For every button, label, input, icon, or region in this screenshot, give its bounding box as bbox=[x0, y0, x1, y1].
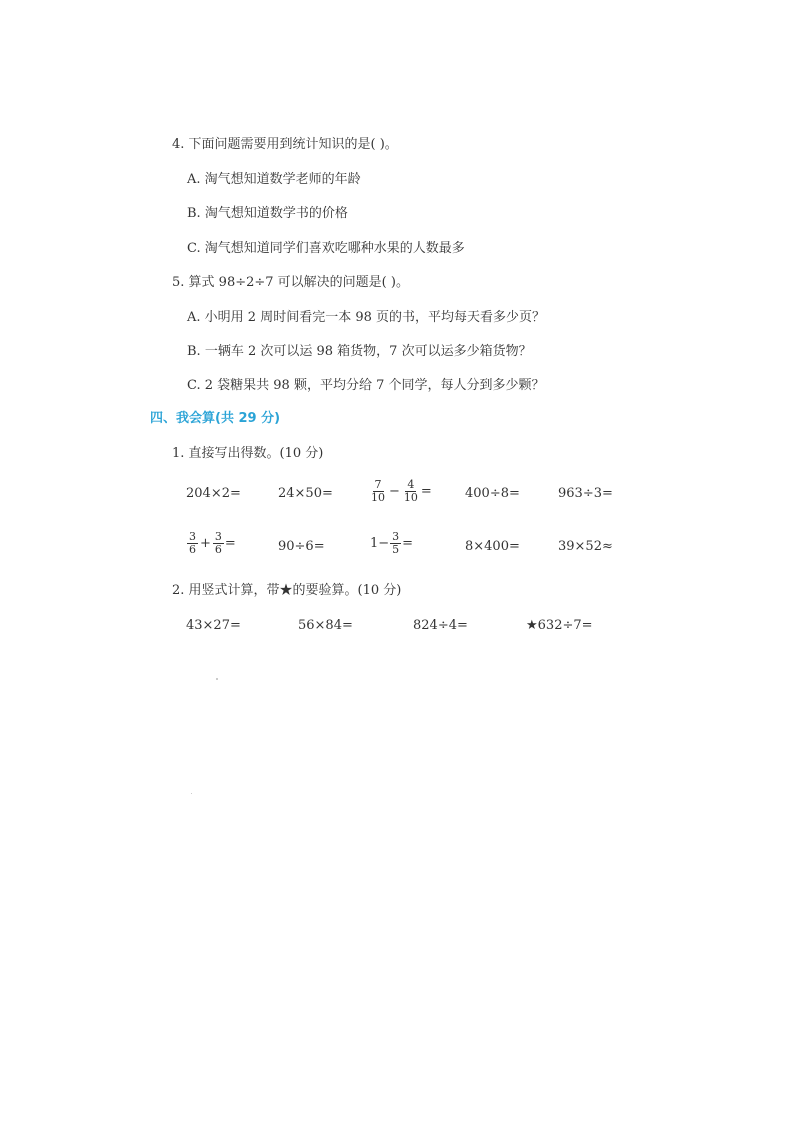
scan-speck bbox=[191, 793, 192, 794]
fraction-numerator: 7 bbox=[374, 478, 382, 491]
calc-39x52-estimate: 39×52≈ bbox=[558, 539, 613, 554]
calc-24x50: 24×50= bbox=[278, 486, 333, 501]
calc-fraction-subtraction bbox=[368, 479, 432, 504]
expression-lead: 1− bbox=[370, 536, 390, 551]
minus-operator: − bbox=[389, 484, 400, 499]
section-4-title: 四、我会算(共 29 分) bbox=[150, 411, 281, 426]
fraction bbox=[390, 531, 401, 556]
equals-sign: = bbox=[402, 536, 414, 551]
fraction-denominator: 10 bbox=[371, 491, 385, 504]
fraction-denominator: 6 bbox=[189, 543, 196, 556]
calc-8x400: 8×400= bbox=[465, 539, 520, 554]
calc-963div3: 963÷3= bbox=[558, 486, 613, 501]
fraction-denominator: 10 bbox=[403, 491, 418, 504]
part-1-title: 1. 直接写出得数。(10 分) bbox=[172, 446, 324, 461]
fraction-denominator: 5 bbox=[392, 543, 400, 556]
calc-204x2: 204×2= bbox=[186, 486, 241, 501]
plus-operator: + bbox=[200, 536, 211, 551]
fraction bbox=[402, 479, 420, 504]
equals-sign: = bbox=[224, 536, 236, 551]
fraction bbox=[213, 531, 224, 556]
fraction-numerator: 3 bbox=[189, 530, 196, 543]
question-5-option-a: A. 小明用 2 周时间看完一本 98 页的书，平均每天看多少页？ bbox=[187, 310, 545, 325]
vertical-calc-824div4: 824÷4= bbox=[413, 618, 468, 633]
question-5-option-b: B. 一辆车 2 次可以运 98 箱货物，7 次可以运多少箱货物？ bbox=[187, 344, 532, 359]
calc-400div8: 400÷8= bbox=[465, 486, 520, 501]
question-4-option-c: C. 淘气想知道同学们喜欢吃哪种水果的人数最多 bbox=[187, 241, 465, 256]
question-4-option-b: B. 淘气想知道数学书的价格 bbox=[187, 206, 348, 221]
vertical-calc-632div7-verify: ★632÷7= bbox=[526, 618, 593, 633]
vertical-calc-56x84: 56×84= bbox=[298, 618, 353, 633]
calc-90div6: 90÷6= bbox=[278, 539, 325, 554]
fraction-numerator: 3 bbox=[214, 530, 222, 543]
fraction bbox=[369, 479, 387, 504]
question-4-stem: 4. 下面问题需要用到统计知识的是( )。 bbox=[172, 137, 398, 152]
equals-sign: = bbox=[420, 484, 432, 499]
vertical-calc-43x27: 43×27= bbox=[186, 618, 241, 633]
fraction-denominator: 6 bbox=[214, 543, 222, 556]
fraction-numerator: 3 bbox=[392, 530, 400, 543]
question-5-option-c: C. 2 袋糖果共 98 颗，平均分给 7 个同学，每人分到多少颗？ bbox=[187, 378, 545, 393]
fraction-numerator: 4 bbox=[407, 478, 415, 491]
question-4-option-a: A. 淘气想知道数学老师的年龄 bbox=[187, 172, 361, 187]
fraction bbox=[187, 531, 198, 556]
calc-fraction-addition bbox=[186, 531, 236, 556]
calc-one-minus-fraction bbox=[370, 531, 413, 556]
scan-speck bbox=[216, 678, 218, 680]
question-5-stem: 5. 算式 98÷2÷7 可以解决的问题是( )。 bbox=[172, 275, 409, 290]
part-2-title: 2. 用竖式计算，带★的要验算。(10 分) bbox=[172, 583, 402, 598]
